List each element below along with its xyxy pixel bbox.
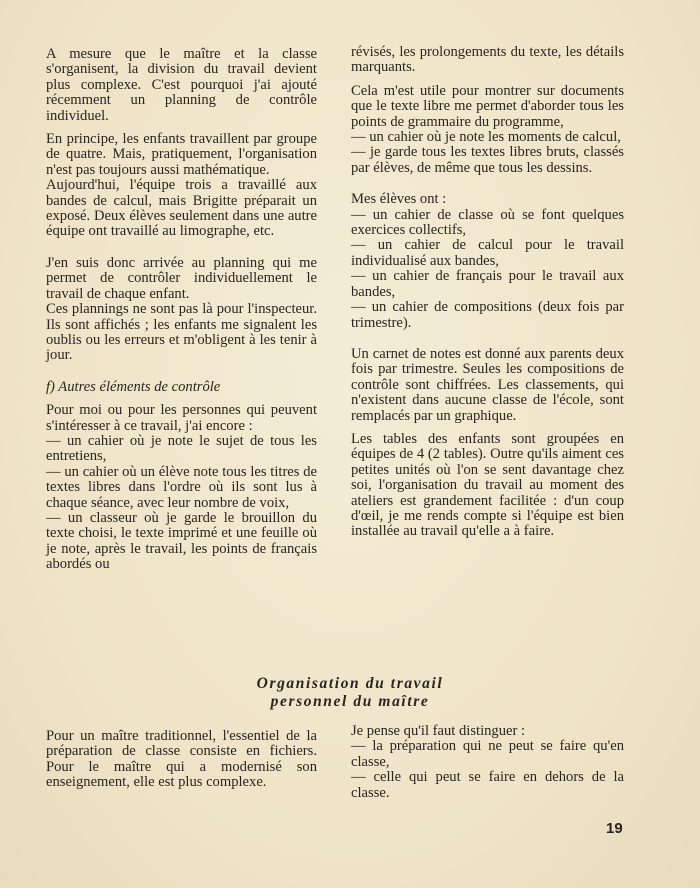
paragraph: Mes élèves ont : — [351, 191, 447, 208]
paragraph: Aujourd'hui, l'équipe trois a travaillé aux bandes de calcul, mais Brigitte préparait un exposé. Deux élèves seulement dans une autre équipe ont travaillé au limographe, etc. — [46, 177, 317, 240]
list-item: — celle qui peut se faire en dehors de la classe. — [351, 769, 624, 801]
paragraph: Cela m'est utile pour montrer sur documents que le texte libre me permet d'aborder tous les points de grammaire du programme, — [351, 82, 624, 130]
list-item: — un cahier où je note le sujet de tous les entretiens, — [46, 432, 317, 465]
list-item: — un classeur où je garde le brouillon du texte choisi, le texte imprimé et une feuille où je note, après le travail, les points de français abordés ou — [46, 509, 317, 573]
paragraph: Pour moi ou pour les personnes qui peuvent s'intéresser à ce travail, j'ai encore : — [46, 402, 317, 434]
list-item: — je garde tous les textes libres bruts, classés par élèves, de même que tous les dessins. — [351, 144, 624, 176]
left-column — [46, 47, 317, 573]
right-column — [351, 45, 624, 540]
paragraph: Les tables des enfants sont groupées en équipes de 4 (2 tables). Outre qu'ils aiment ces petites unités où l'on se sent davantage chez soi, l'organisation du travail au moment des ateliers est grandement facilitée : d'un coup d'œil, je me rends compte si l'équipe est bien installée au travail qu'elle a à faire. — [351, 430, 624, 540]
list-item: — un cahier de français pour le travail aux bandes, — [351, 268, 624, 300]
section-title-line1: Organisation du travail — [256, 675, 444, 692]
list-item: — un cahier de compositions (deux fois par trimestre). — [351, 299, 624, 331]
paragraph: J'en suis donc arrivée au planning qui me permet de contrôler individuellement le travail de chaque enfant. — [46, 254, 317, 302]
paragraph: Pour un maître traditionnel, l'essentiel de la préparation de classe consiste en fichiers. Pour le maître qui a modernisé son enseignement, elle est plus complexe. — [46, 728, 317, 791]
bottom-left-column — [46, 729, 317, 791]
bottom-right-column — [351, 724, 624, 801]
list-item: — un cahier de calcul pour le travail individualisé aux bandes, — [351, 237, 624, 269]
paragraph: révisés, les prolongements du texte, les détails marquants. — [351, 44, 624, 76]
list-item: — un cahier où je note les moments de calcul, — [351, 129, 621, 146]
section-title-line2: personnel du maître — [270, 693, 430, 710]
paragraph: Un carnet de notes est donné aux parents deux fois par trimestre. Seules les compositions de contrôle sont chiffrées. Les classements, qui n'existent dans aucune classe de l'école, sont remplacés par un graphique. — [351, 345, 624, 424]
paragraph: En principe, les enfants travaillent par groupe de quatre. Mais, pratiquement, l'organisation n'est pas toujours aussi mathématique. — [46, 131, 317, 178]
paragraph: Ces plannings ne sont pas là pour l'inspecteur. Ils sont affichés ; les enfants me signalent les oublis ou les erreurs et m'obligent à les tenir à jour. — [46, 301, 317, 364]
paragraph: Je pense qu'il faut distinguer : — [351, 723, 526, 739]
subsection-heading: f) Autres éléments de contrôle — [46, 378, 221, 395]
list-item: — un cahier où un élève note tous les titres de textes libres dans l'ordre où ils sont lus à chaque séance, avec leur nombre de voix, — [46, 463, 317, 511]
list-item: — la préparation qui ne peut se faire qu'en classe, — [351, 738, 624, 770]
page-number: 19 — [606, 820, 623, 837]
paragraph: A mesure que le maître et la classe s'organisent, la division du travail devient plus complexe. C'est pourquoi j'ai ajouté récemment un planning de contrôle individuel. — [46, 46, 317, 124]
list-item: — un cahier de classe où se font quelques exercices collectifs, — [351, 206, 624, 239]
